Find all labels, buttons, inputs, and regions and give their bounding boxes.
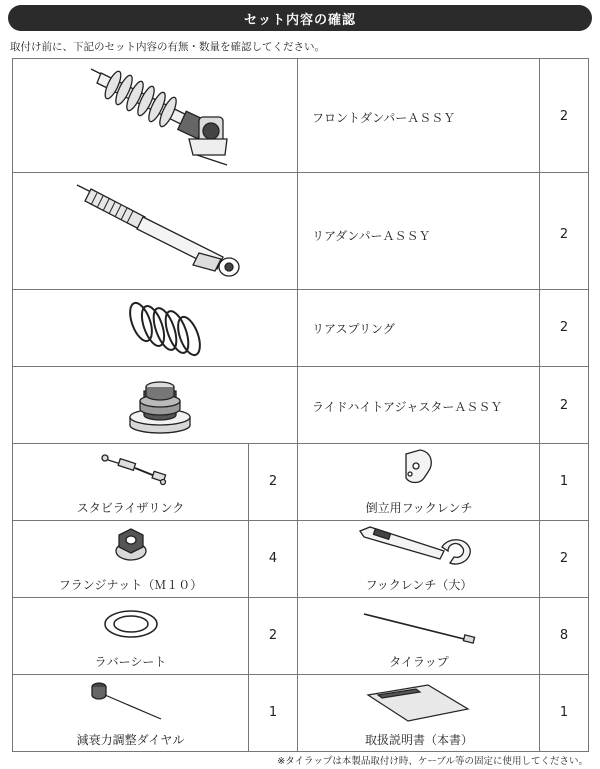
instruction-manual-qty-cell — [539, 674, 589, 752]
flange-nut-qty-cell — [248, 520, 298, 598]
inverted-hook-wrench-name: 倒立用フックレンチ — [365, 501, 473, 515]
instruction-manual-qty: 1 — [559, 705, 569, 720]
stabilizer-link-qty-cell — [248, 443, 298, 521]
cable-tie-qty-cell — [539, 597, 589, 675]
inverted-hook-wrench-qty-cell — [539, 443, 589, 521]
flange-nut-qty: 4 — [268, 551, 278, 566]
ride-height-adjuster-name-cell — [297, 366, 540, 444]
flange-nut-icon — [13, 521, 249, 571]
front-damper-icon — [13, 59, 297, 172]
rear-damper-icon — [13, 173, 297, 289]
ride-height-adjuster-icon — [13, 367, 297, 443]
rear-spring-qty: 2 — [559, 320, 569, 335]
damping-adjust-dial-name: 減衰力調整ダイヤル — [76, 733, 185, 747]
instruction-manual-name: 取扱説明書（本書） — [364, 733, 473, 747]
flange-nut-cell — [12, 520, 249, 598]
hook-wrench-large-icon — [298, 521, 540, 571]
damping-adjust-dial-icon — [13, 675, 249, 727]
stabilizer-link-name: スタビライザリンク — [76, 501, 185, 515]
rear-damper-name: リアダンパーＡＳＳＹ — [312, 229, 431, 243]
hook-wrench-large-qty: 2 — [559, 551, 569, 566]
rubber-seat-qty: 2 — [268, 628, 278, 643]
section-header — [8, 5, 592, 31]
front-damper-name: フロントダンパーＡＳＳＹ — [312, 111, 456, 125]
instruction-manual-icon — [298, 675, 540, 727]
inverted-hook-wrench-icon — [298, 444, 540, 494]
stabilizer-link-icon — [13, 444, 249, 494]
rear-spring-name: リアスプリング — [312, 322, 395, 336]
flange-nut-name: フランジナット（Ｍ１０） — [58, 578, 203, 592]
cable-tie-icon — [298, 598, 540, 648]
footnote-text: ※タイラップは本製品取付け時、ケーブル等の固定に使用してください。 — [277, 756, 588, 767]
damping-adjust-dial-qty: 1 — [268, 705, 278, 720]
damping-adjust-dial-cell — [12, 674, 249, 752]
ride-height-adjuster-qty: 2 — [559, 398, 569, 413]
section-title: セット内容の確認 — [243, 12, 356, 28]
rubber-seat-qty-cell — [248, 597, 298, 675]
hook-wrench-large-name: フックレンチ（大） — [365, 578, 473, 592]
intro-text: 取付け前に、下記のセット内容の有無・数量を確認してください。 — [10, 41, 325, 53]
rear-spring-image-cell — [12, 289, 298, 367]
rear-damper-name-cell — [297, 172, 540, 290]
instruction-manual-cell — [297, 674, 540, 752]
rear-spring-qty-cell — [539, 289, 589, 367]
front-damper-name-cell — [297, 58, 540, 173]
inverted-hook-wrench-cell — [297, 443, 540, 521]
hook-wrench-large-cell — [297, 520, 540, 598]
stabilizer-link-cell — [12, 443, 249, 521]
front-damper-qty: 2 — [559, 109, 569, 124]
cable-tie-cell — [297, 597, 540, 675]
front-damper-image-cell — [12, 58, 298, 173]
damping-adjust-dial-qty-cell — [248, 674, 298, 752]
rear-damper-image-cell — [12, 172, 298, 290]
hook-wrench-large-qty-cell — [539, 520, 589, 598]
rear-spring-icon — [13, 290, 297, 366]
rear-damper-qty-cell — [539, 172, 589, 290]
inverted-hook-wrench-qty: 1 — [559, 474, 569, 489]
stabilizer-link-qty: 2 — [268, 474, 278, 489]
cable-tie-name: タイラップ — [389, 655, 449, 669]
ride-height-adjuster-image-cell — [12, 366, 298, 444]
ride-height-adjuster-qty-cell — [539, 366, 589, 444]
cable-tie-qty: 8 — [559, 628, 569, 643]
rubber-seat-name: ラバーシート — [94, 655, 167, 669]
rubber-seat-cell — [12, 597, 249, 675]
rear-spring-name-cell — [297, 289, 540, 367]
ride-height-adjuster-name: ライドハイトアジャスターＡＳＳＹ — [312, 400, 503, 414]
rear-damper-qty: 2 — [559, 227, 569, 242]
rubber-seat-icon — [13, 598, 249, 648]
front-damper-qty-cell — [539, 58, 589, 173]
